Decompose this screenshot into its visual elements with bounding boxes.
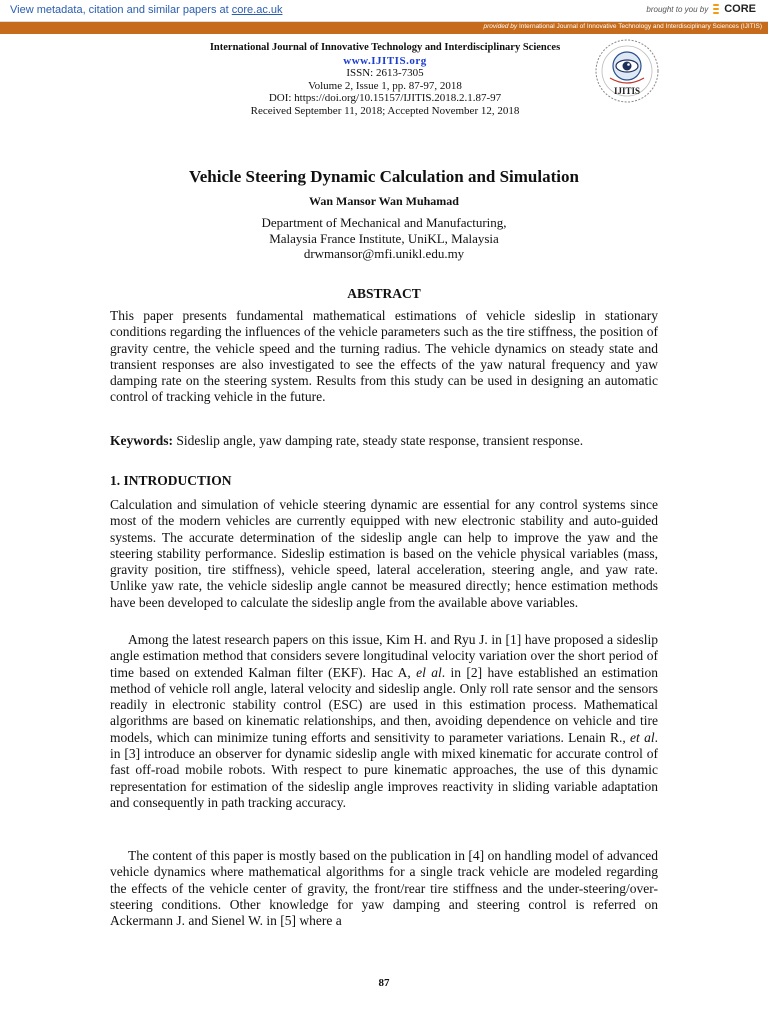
- author-email[interactable]: drwmansor@mfi.unikl.edu.my: [303, 246, 465, 261]
- brought-to-you-by-label: brought to you by: [646, 4, 709, 14]
- journal-url[interactable]: www.IJITIS.org: [343, 54, 427, 67]
- page-number: 87: [378, 977, 390, 989]
- paper-title: Vehicle Steering Dynamic Calculation and Simulation: [189, 167, 579, 186]
- introduction-paragraph-2: [110, 632, 658, 811]
- journal-volume: Volume 2, Issue 1, pp. 87-97, 2018: [308, 79, 462, 92]
- abstract-heading: ABSTRACT: [347, 286, 421, 301]
- introduction-paragraph-3: The content of this paper is mostly based on the publication in [4] on handling model of advanced vehicle dynamics where mathematical algorithms for a single track vehicle are modeled regarding the effects of the vehicle center of gravity, the front/rear tire stiffness and the under-steering/over-steering conditions. Other knowledge for yaw damping and steering control is referred on Ackermann J. and Sienel W. in [5] where a: [110, 848, 658, 929]
- provided-by-bar: [0, 22, 768, 34]
- introduction-paragraph-1: Calculation and simulation of vehicle steering dynamic are essential for any control systems since most of the modern vehicles are currently equipped with new electronic stability and auto-guided systems. The accurate determination of the sideslip angle can help to improve the yaw and the steering stability performance. Sideslip estimation is based on the vehicle physical variables (mass, gravity position, tire stiffness), vehicle speed, lateral acceleration, steering angle, and yaw rate. Unlike yaw rate, the vehicle sideslip angle cannot be measured directly; hence estimation methods have been developed to calculate the sideslip angle from the available above variables.: [110, 497, 658, 610]
- paper-author: Wan Mansor Wan Muhamad: [309, 194, 459, 208]
- keywords: [110, 433, 658, 449]
- affiliation-line-1: Department of Mechanical and Manufacturing,: [261, 215, 507, 230]
- core-ac-uk-link[interactable]: core.ac.uk: [231, 4, 283, 16]
- abstract-text: This paper presents fundamental mathematical estimations of vehicle sideslip in stationary conditions regarding the influences of the vehicle parameters such as the tire stiffness, the position of gravity centre, the vehicle speed and the turning radius. The vehicle dynamics on steady state and transient responses are also investigated to see the effects of the yaw natural frequency and yaw damping rate on the steering system. Results from this study can be used in designing an automatic control of tracking vehicle in the future.: [110, 308, 658, 405]
- brought-to-you-by[interactable]: [646, 3, 756, 15]
- author-affiliation: [0, 215, 768, 262]
- keywords-text: Sideslip angle, yaw damping rate, steady state response, transient response.: [173, 433, 584, 448]
- journal-header: [150, 42, 620, 117]
- journal-doi: DOI: https://doi.org/10.15157/IJITIS.2018.2.1.87-97: [268, 92, 502, 104]
- journal-logo-text: IJITIS: [613, 86, 641, 96]
- journal-logo-icon: [594, 38, 660, 104]
- introduction-heading: 1. INTRODUCTION: [110, 473, 232, 488]
- core-banner: [0, 0, 768, 22]
- paragraph-2-part-b: . in [2] have established an estimation method of vehicle roll angle, lateral velocity and sideslip angle. Only roll rate sensor and the sensors readily in electronic stability control (ESC) are used in this estimation process. Mathematical algorithms are based on kinematic relationships, and then, avoiding dependence on vehicle and tire models, which can minimize tuning efforts and sensitivity to parameter variations. Lenain R.,: [110, 664, 658, 745]
- journal-name: International Journal of Innovative Technology and Interdisciplinary Sciences: [209, 42, 561, 53]
- core-logo-icon: [711, 3, 721, 15]
- metadata-link-prefix: View metadata, citation and similar papers at: [10, 4, 232, 16]
- paragraph-2-part-c: . in [3] introduce an observer for dynamic sideslip angle with mixed kinematic for accurate control of fast off-road mobile robots. With respect to pure kinematic approaches, the use of this dynamic representation for estimation of the sideslip angle improves reactivity in sliding variable adaptation and consequently in path tracking accuracy.: [110, 729, 658, 810]
- journal-received: Received September 11, 2018; Accepted November 12, 2018: [250, 104, 520, 117]
- paragraph-2-etal-2: et al: [630, 729, 655, 745]
- metadata-link[interactable]: [10, 4, 283, 16]
- paragraph-2-part-a: Among the latest research papers on this issue, Kim H. and Ryu J. in [1] have proposed a sideslip angle estimation method that considers severe longitudinal velocity variation over the short period of time based on extended Kalman filter (EKF). Hac A,: [110, 632, 658, 680]
- paragraph-2-etal-1: el al: [416, 664, 442, 680]
- affiliation-line-2: Malaysia France Institute, UniKL, Malaysia: [269, 230, 499, 246]
- keywords-label: Keywords:: [110, 433, 173, 448]
- journal-issn: ISSN: 2613-7305: [346, 67, 424, 79]
- provided-by-source: International Journal of Innovative Technology and Interdisciplinary Sciences (IJITIS): [517, 23, 762, 30]
- core-label: CORE: [724, 3, 756, 15]
- provided-by-prefix: provided by: [483, 23, 518, 30]
- provided-by-text[interactable]: [484, 23, 762, 30]
